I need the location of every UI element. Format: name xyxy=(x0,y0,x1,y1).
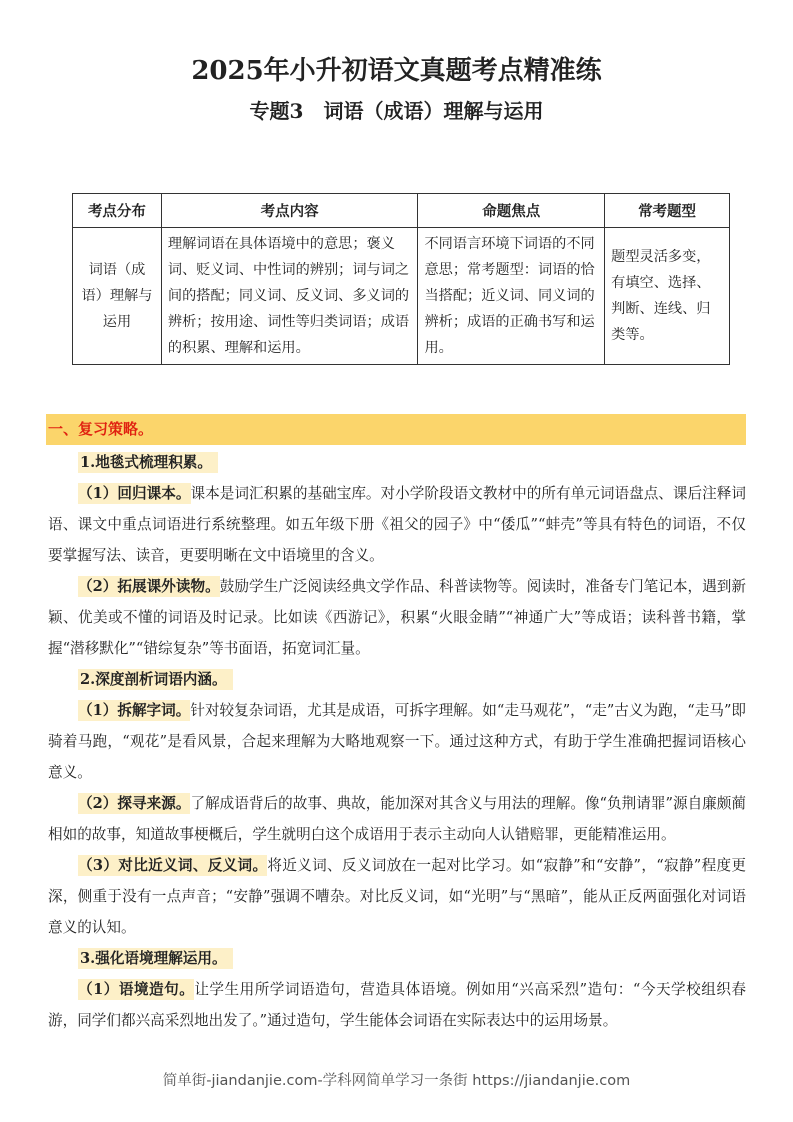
table-header-row xyxy=(73,194,730,228)
subheading: 2.深度剖析词语内涵。 xyxy=(48,664,746,695)
paragraph: （1）拆解字词。针对较复杂词语，尤其是成语，可拆字理解。如“走马观花”，“走”古义为跑，“走马”即骑着马跑，“观花”是看风景，合起来理解为大略地观察一下。通过这种方式，有助于学生准确把握词语核心意义。 xyxy=(48,702,746,781)
section-heading: 一、复习策略。 xyxy=(46,414,746,445)
table-header: 命题焦点 xyxy=(418,194,605,228)
table-row xyxy=(73,228,730,365)
table-cell: 理解词语在具体语境中的意思；褒义词、贬义词、中性词的辨别；词与词之间的搭配；同义词、反义词、多义词的辨析；按用途、词性等归类词语；成语的积累、理解和运用。 xyxy=(161,228,418,365)
paragraph: （1）回归课本。课本是词汇积累的基础宝库。对小学阶段语文教材中的所有单元词语盘点、课后注释词语、课文中重点词语进行系统整理。如五年级下册《祖父的园子》中“倭瓜”“蚌壳”等具有特色的词语，不仅要掌握写法、读音，更要明晰在文中语境里的含义。 xyxy=(48,485,746,564)
paragraph: （1）语境造句。让学生用所学词语造句，营造具体语境。例如用“兴高采烈”造句：“今天学校组织春游，同学们都兴高采烈地出发了。”通过造句，学生能体会词语在实际表达中的运用场景。 xyxy=(48,981,747,1029)
table-cell: 不同语言环境下词语的不同意思；常考题型：词语的恰当搭配；近义词、同义词的辨析；成语的正确书写和运用。 xyxy=(418,228,605,365)
table-header: 常考题型 xyxy=(605,194,730,228)
footer-watermark: 简单街-jiandanjie.com-学科网简单学习一条街 https://jiandanjie.com xyxy=(162,1073,631,1089)
document-subtitle: 专题3 词语（成语）理解与运用 xyxy=(249,99,544,123)
table-cell: 词语（成语）理解与运用 xyxy=(73,228,162,365)
table-header: 考点内容 xyxy=(161,194,418,228)
exam-points-table xyxy=(72,193,730,365)
review-strategy-body xyxy=(48,447,746,1036)
table-header: 考点分布 xyxy=(73,194,162,228)
document-title: 2025年小升初语文真题考点精准练 xyxy=(191,56,602,86)
paragraph: （2）探寻来源。了解成语背后的故事、典故，能加深对其含义与用法的理解。像“负荆请罪”源自廉颇蔺相如的故事，知道故事梗概后，学生就明白这个成语用于表示主动向人认错赔罪，更能精准运用。 xyxy=(48,795,746,843)
subheading: 3.强化语境理解运用。 xyxy=(48,943,746,974)
table-cell: 题型灵活多变，有填空、选择、判断、连线、归类等。 xyxy=(605,228,730,365)
paragraph: （3）对比近义词、反义词。将近义词、反义词放在一起对比学习。如“寂静”和“安静”，“寂静”程度更深，侧重于没有一点声音；“安静”强调不嘈杂。对比反义词，如“光明”与“黑暗”，能从正反两面强化对词语意义的认知。 xyxy=(48,857,746,936)
subheading: 1.地毯式梳理积累。 xyxy=(48,447,746,478)
paragraph: （2）拓展课外读物。鼓励学生广泛阅读经典文学作品、科普读物等。阅读时，准备专门笔记本，遇到新颖、优美或不懂的词语及时记录。比如读《西游记》，积累“火眼金睛”“神通广大”等成语；读科普书籍，掌握“潜移默化”“错综复杂”等书面语，拓宽词汇量。 xyxy=(48,578,746,657)
